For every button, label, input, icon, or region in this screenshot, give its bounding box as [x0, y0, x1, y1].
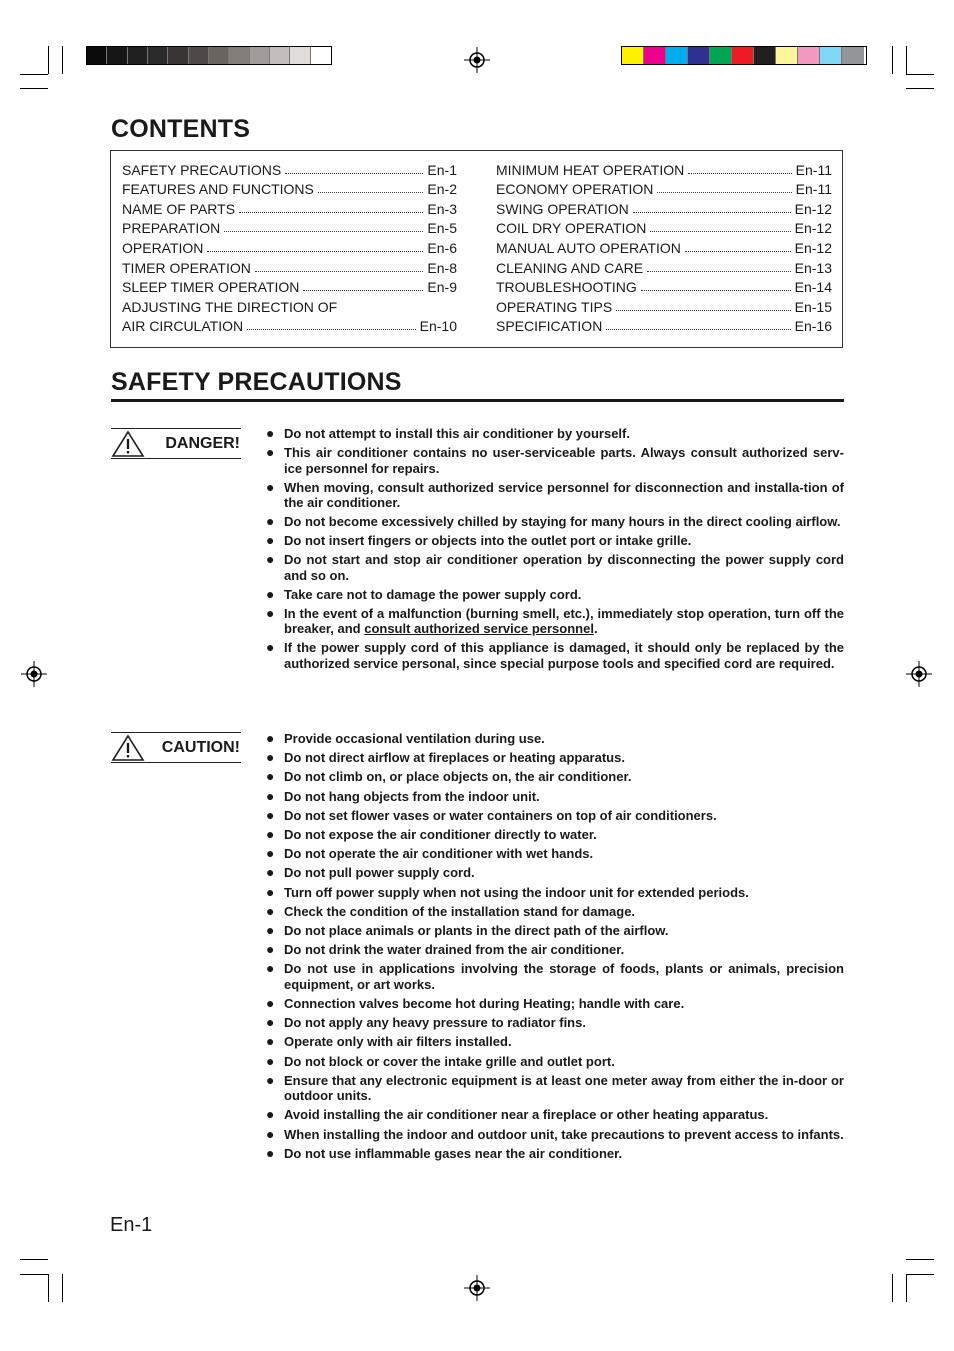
list-item: ● When installing the indoor and outdoor unit, take precautions to prevent access to infants. [266, 1125, 844, 1142]
toc-entry [122, 158, 457, 178]
dot-leader [633, 212, 791, 213]
list-item: ● Do not expose the air conditioner directly to water. [266, 825, 597, 842]
color-swatch [688, 47, 710, 64]
list-item: ● Ensure that any electronic equipment is at least one meter away from either the in-door or outdoor units. [266, 1071, 844, 1104]
toc-entry-title: AIR CIRCULATION [122, 318, 244, 335]
list-item: ● Connection valves become hot during Heating; handle with care. [266, 994, 685, 1011]
toc-entry-page: En-12 [794, 239, 832, 256]
toc-entry-title: OPERATING TIPS [496, 298, 613, 315]
color-swatch [290, 47, 310, 64]
warning-triangle-icon [111, 734, 145, 762]
list-item: ● Provide occasional ventilation during use. [266, 730, 545, 746]
contents-heading: CONTENTS [111, 115, 251, 143]
list-item: ● Check the condition of the installation stand for damage. [266, 902, 636, 919]
list-item: ● Do not pull power supply cord. [266, 864, 475, 881]
dot-leader [303, 290, 423, 291]
toc-entry-page: En-11 [795, 181, 832, 198]
dot-leader [285, 173, 423, 174]
warning-triangle-icon [111, 430, 145, 458]
danger-label-text: DANGER! [165, 434, 240, 452]
toc-entry-title: PREPARATION [122, 220, 221, 237]
list-item: ● Do not use inflammable gases near the air conditioner. [266, 1144, 623, 1161]
list-item: ● Do not attempt to install this air conditioner by yourself. [266, 425, 630, 441]
toc-entry-title: OPERATION [122, 239, 204, 256]
toc-entry-title: NAME OF PARTS [122, 200, 236, 217]
color-swatch [209, 47, 229, 64]
toc-entry-title: SAFETY PRECAUTIONS [122, 161, 282, 178]
list-item: ● Do not apply any heavy pressure to radiator fins. [266, 1014, 586, 1031]
color-swatch [87, 47, 107, 64]
dot-leader [318, 192, 424, 193]
toc-entry-title: ECONOMY OPERATION [496, 181, 654, 198]
dot-leader [616, 310, 790, 311]
toc-entry [496, 197, 832, 217]
list-item: ● Do not become excessively chilled by staying for many hours in the direct cooling airflow. [266, 513, 841, 529]
list-item: ● Do not hang objects from the indoor unit. [266, 787, 540, 804]
danger-label [111, 428, 241, 459]
toc-entry-page: En-15 [794, 298, 832, 315]
dot-leader [657, 192, 791, 193]
dot-leader [606, 329, 790, 330]
toc-entry-title: FEATURES AND FUNCTIONS [122, 181, 314, 198]
toc-entry-title: SPECIFICATION [496, 318, 603, 335]
list-item: ● This air conditioner contains no user-serviceable parts. Always consult authorized serv-ice personnel for repairs. [266, 444, 844, 476]
dot-leader [685, 251, 791, 252]
color-calibration-bar [621, 46, 867, 65]
list-item: ● Do not place animals or plants in the direct path of the airflow. [266, 921, 669, 938]
toc-entry [122, 276, 457, 296]
page-number: En-1 [110, 1214, 153, 1236]
color-swatch [820, 47, 842, 64]
toc-entry-page: En-12 [794, 200, 832, 217]
toc-entry-title: COIL DRY OPERATION [496, 220, 647, 237]
toc-entry-page: En-16 [794, 318, 832, 335]
dot-leader [641, 290, 791, 291]
dot-leader [647, 271, 791, 272]
list-item: ● Do not direct airflow at fireplaces or heating apparatus. [266, 749, 625, 766]
toc-entry [122, 256, 457, 276]
toc-entry-page: En-11 [795, 161, 832, 178]
toc-entry [496, 158, 832, 178]
toc-entry [122, 178, 457, 198]
dot-leader [255, 271, 424, 272]
dot-leader [688, 173, 791, 174]
list-item: ● Turn off power supply when not using the indoor unit for extended periods. [266, 883, 749, 900]
color-swatch [622, 47, 644, 64]
toc-entry [496, 276, 832, 296]
list-item: ● Do not use in applications involving the storage of foods, plants or animals, precision equipment, or art works. [266, 960, 844, 992]
color-swatch [644, 47, 666, 64]
toc-entry [122, 315, 457, 335]
safety-heading: SAFETY PRECAUTIONS [111, 368, 402, 396]
color-swatch [754, 47, 776, 64]
color-swatch [168, 47, 188, 64]
color-swatch [250, 47, 270, 64]
color-swatch [710, 47, 732, 64]
contents-left-column [122, 158, 457, 334]
toc-entry-page: En-12 [794, 220, 832, 237]
caution-label-text: CAUTION! [161, 738, 240, 756]
color-swatch [798, 47, 820, 64]
color-swatch [128, 47, 148, 64]
toc-entry-title: MANUAL AUTO OPERATION [496, 239, 681, 256]
contents-table [110, 150, 843, 348]
toc-entry [496, 217, 832, 237]
color-swatch [229, 47, 249, 64]
toc-entry-page: En-8 [427, 259, 457, 276]
toc-entry-page: En-14 [794, 279, 832, 296]
toc-entry-page: En-10 [419, 318, 457, 335]
toc-entry-page: En-13 [794, 259, 832, 276]
danger-list [266, 426, 844, 671]
toc-entry-title: CLEANING AND CARE [496, 259, 644, 276]
color-swatch [732, 47, 754, 64]
color-swatch [107, 47, 127, 64]
list-item: ● Do not climb on, or place objects on, the air conditioner. [266, 768, 632, 785]
caution-list [266, 731, 844, 1161]
registration-mark-icon [906, 661, 932, 687]
toc-entry-page: En-6 [427, 239, 457, 256]
list-item: ● Do not insert fingers or objects into the outlet port or intake grille. [266, 532, 692, 548]
toc-entry [122, 197, 457, 217]
dot-leader [224, 231, 423, 232]
toc-entry-title: SWING OPERATION [496, 200, 629, 217]
color-swatch [666, 47, 688, 64]
color-swatch [270, 47, 290, 64]
registration-mark-icon [464, 47, 490, 73]
dot-leader [650, 231, 790, 232]
color-swatch [311, 47, 331, 64]
toc-entry [496, 295, 832, 315]
dot-leader [207, 251, 423, 252]
toc-entry [496, 178, 832, 198]
toc-entry [496, 315, 832, 335]
consult-service-link: consult authorized service personnel [364, 621, 594, 636]
toc-entry-page: En-1 [427, 161, 457, 178]
list-item: ● Take care not to damage the power supply cord. [266, 585, 582, 602]
list-item: ● Avoid installing the air conditioner near a fireplace or other heating apparatus. [266, 1106, 769, 1123]
toc-entry-page: En-3 [427, 200, 457, 217]
toc-entry-title: TROUBLESHOOTING [496, 279, 637, 296]
toc-entry [122, 217, 457, 237]
color-swatch [148, 47, 168, 64]
color-swatch [776, 47, 798, 64]
toc-entry [122, 295, 457, 315]
toc-entry-title: MINIMUM HEAT OPERATION [496, 161, 685, 178]
toc-entry-title: SLEEP TIMER OPERATION [122, 279, 300, 296]
list-item: ● Do not drink the water drained from the air conditioner. [266, 941, 625, 958]
list-item: ● Do not set flower vases or water containers on top of air conditioners. [266, 806, 717, 823]
color-swatch [189, 47, 209, 64]
list-item: ● Do not block or cover the intake grille and outlet port. [266, 1052, 615, 1069]
dot-leader [239, 212, 423, 213]
toc-entry-page: En-5 [427, 220, 457, 237]
contents-right-column [496, 158, 832, 334]
toc-entry-title: ADJUSTING THE DIRECTION OF [122, 298, 338, 315]
list-item: ● If the power supply cord of this appliance is damaged, it should only be replaced by the authorized service personal, since special purpose tools and specified cord are required. [266, 639, 844, 671]
caution-label [111, 732, 241, 763]
dot-leader [247, 329, 416, 330]
list-item: ● Do not operate the air conditioner with wet hands. [266, 845, 594, 862]
registration-mark-icon [21, 661, 47, 687]
toc-entry [496, 236, 832, 256]
toc-entry-page: En-2 [427, 181, 457, 198]
list-item: ● Do not start and stop air conditioner operation by disconnecting the power supply cord and so on. [266, 551, 844, 583]
toc-entry [496, 256, 832, 276]
section-rule [111, 399, 844, 402]
color-swatch [842, 47, 864, 64]
registration-mark-icon [464, 1275, 490, 1301]
gray-calibration-bar [86, 46, 332, 65]
toc-entry-title: TIMER OPERATION [122, 259, 251, 276]
list-item: ● Operate only with air filters installed. [266, 1033, 512, 1050]
list-item: ● When moving, consult authorized service personnel for disconnection and installa-tion of the air conditioner. [266, 478, 844, 510]
toc-entry [122, 236, 457, 256]
list-item: ● In the event of a malfunction (burning smell, etc.), immediately stop operation, turn off the breaker, and consult authorized service personnel. [266, 604, 844, 636]
toc-entry-page: En-9 [427, 279, 457, 296]
